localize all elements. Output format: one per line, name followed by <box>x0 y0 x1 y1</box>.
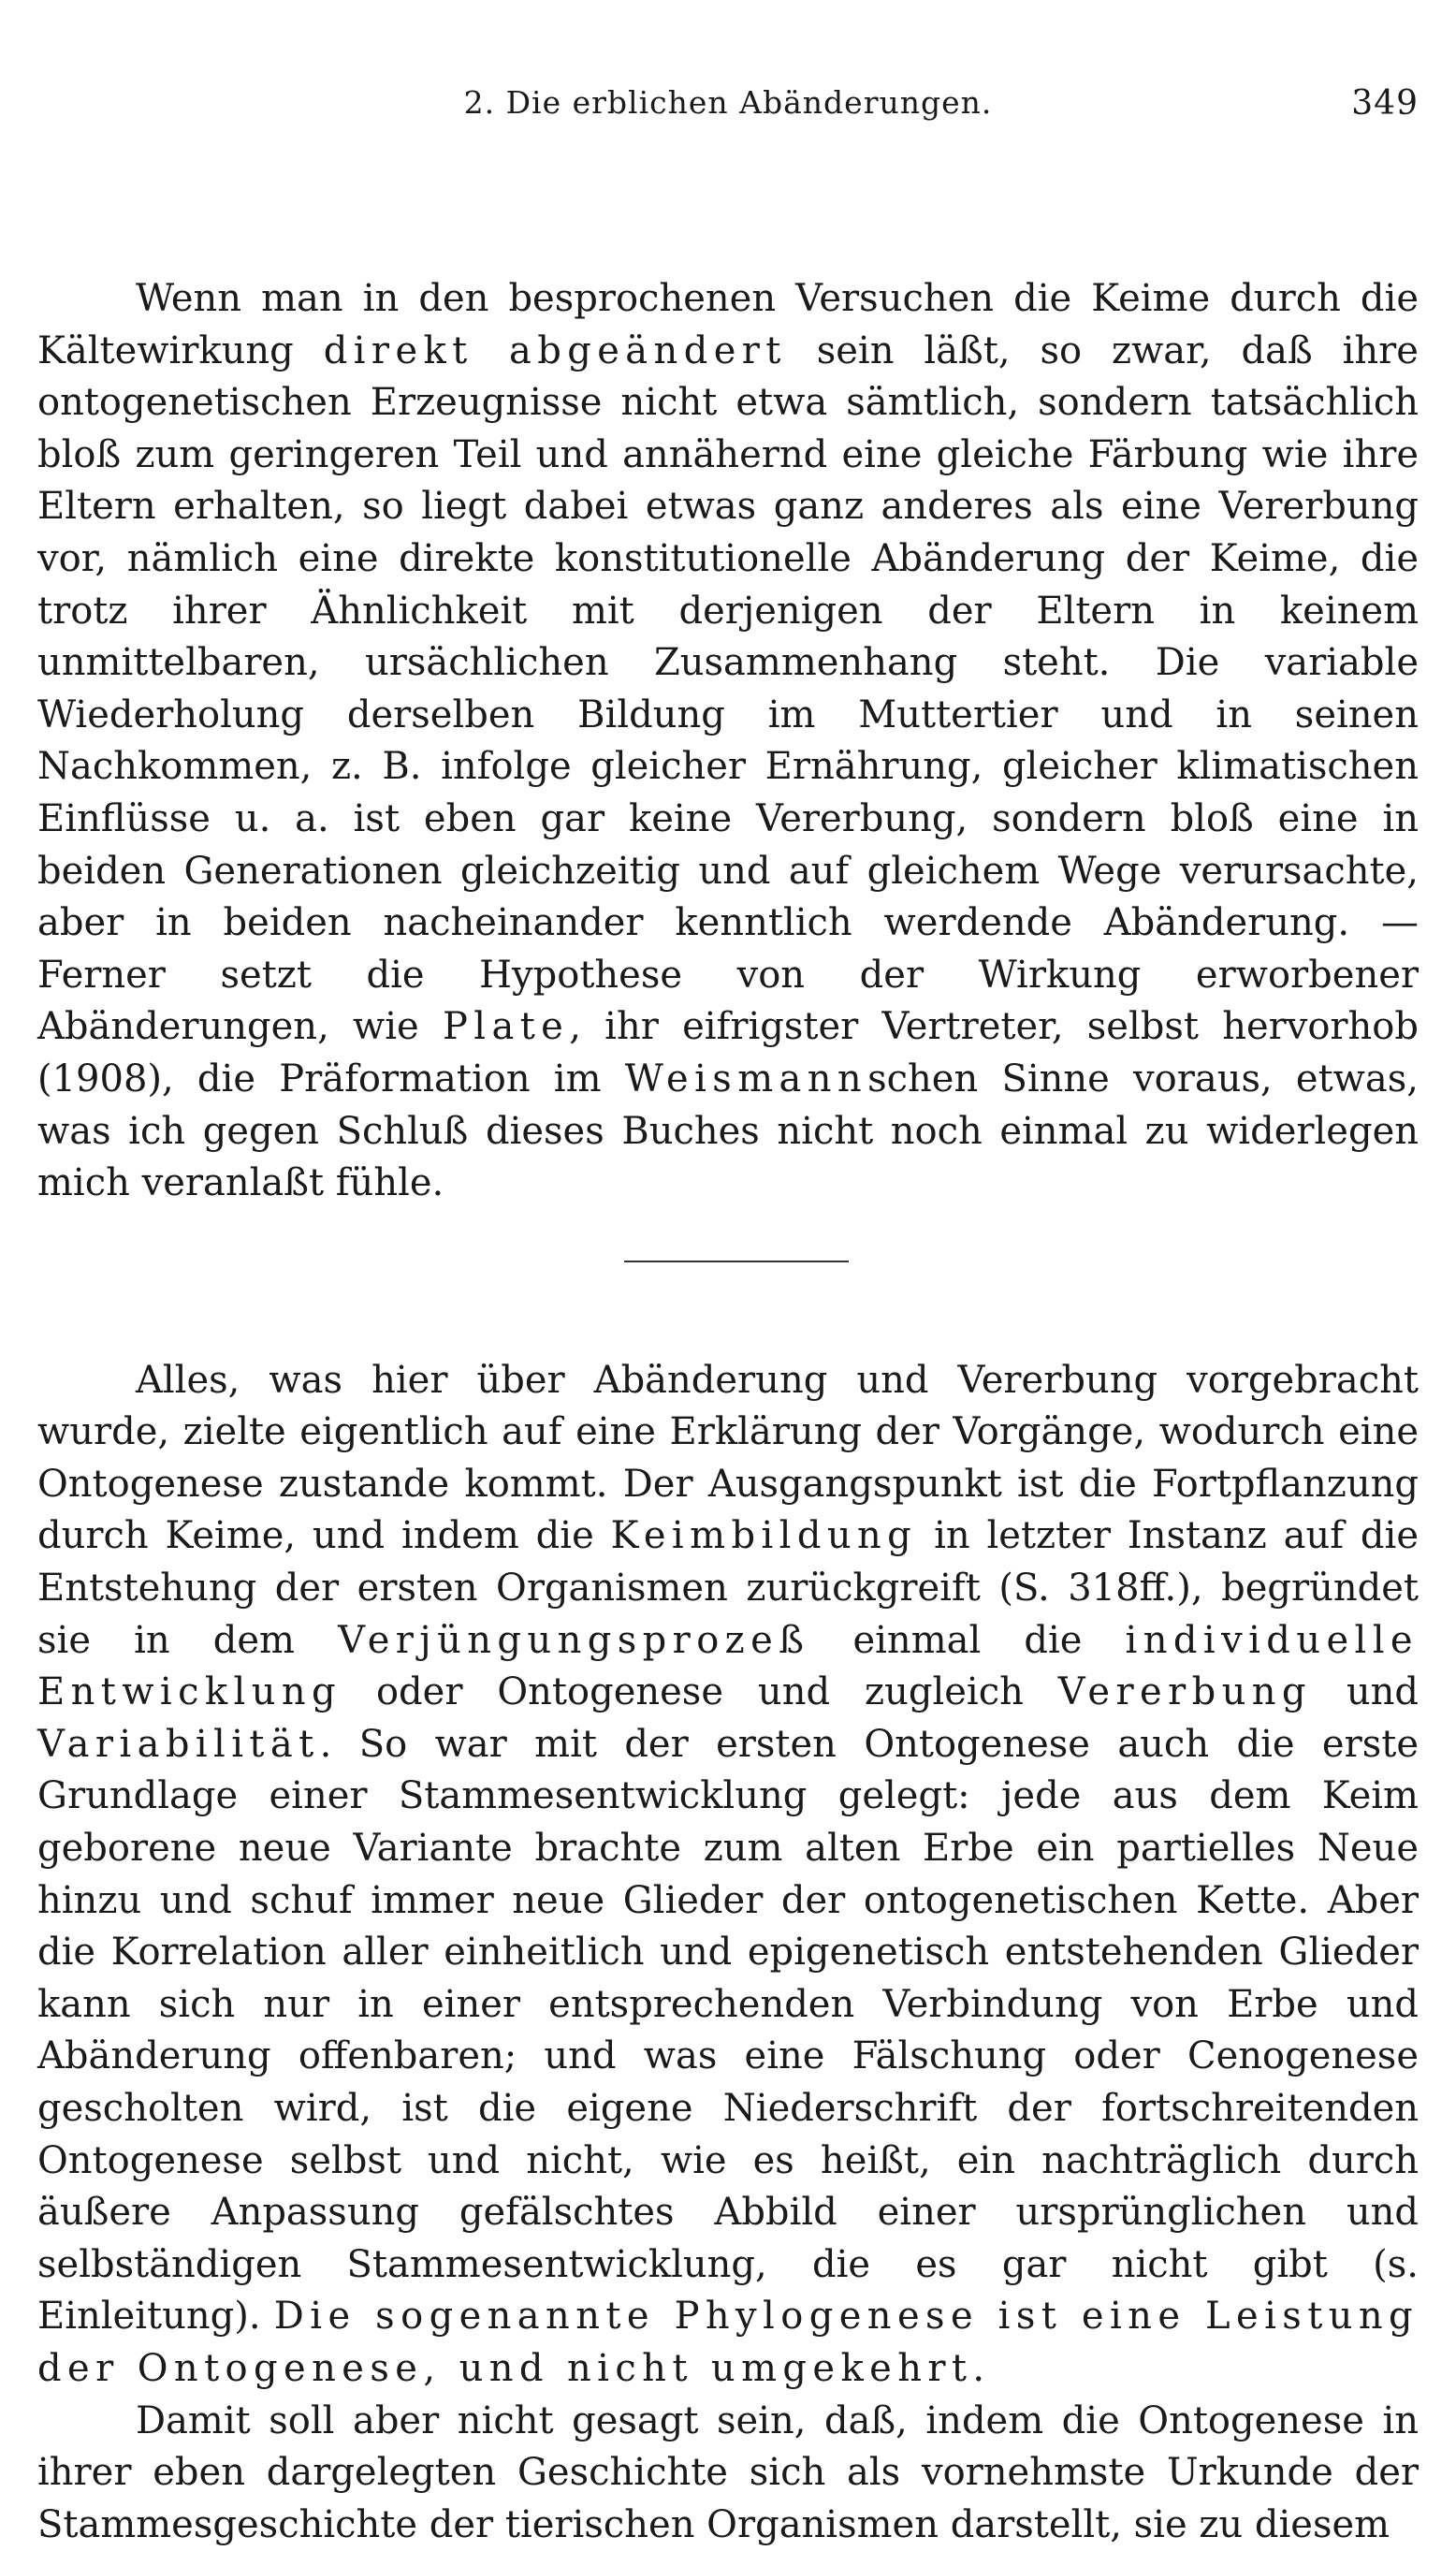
spaced-emphasis: Keimbildung <box>610 1514 918 1558</box>
spaced-name: Plate <box>442 1005 570 1049</box>
running-head <box>37 84 1419 140</box>
paragraph-2 <box>37 1355 1419 2396</box>
spaced-emphasis: individuelle Entwicklung <box>37 1618 1419 1714</box>
page <box>37 84 1419 2551</box>
running-title: 2. Die erblichen Abänderungen. <box>463 84 993 121</box>
paragraph-2-text: . So war mit der ersten Ontogenese auch die erste Grundlage einer Stammesentwicklung gelegt: jede aus dem Keim geborene neue Variante brachte zum alten Erbe ein partielles Neue hinzu und schuf immer neue Glieder der ontogenetischen Kette. Aber die Korrelation aller einheitlich und epigenetisch entstehenden Glieder kann sich nur in einer entsprechenden Verbindung von Erbe und Abänderung offenbaren; und was eine Fälschung oder Cenogenese gescholten wird, ist die eigene Niederschrift der fortschreitenden Ontogenese selbst und nicht, wie es heißt, ein nachträglich durch äußere Anpassung gefälschtes Abbild einer ursprünglichen und selbständigen Stammesentwicklung, die es gar nicht gibt (s. Einleitung). <box>37 1722 1419 2339</box>
paragraph-1-text: , ihr eifrigster Vertreter, selbst hervorhob (1908), die Präformation im <box>37 1005 1419 1101</box>
spaced-name: Weismann <box>624 1057 868 1101</box>
spaced-emphasis: Variabilität <box>37 1722 320 1766</box>
paragraph-2-text: und <box>1311 1670 1419 1714</box>
spaced-emphasis: Die sogenannte Phylogenese ist eine Leistung der Ontogenese, und nicht umgekehrt. <box>37 2295 1419 2390</box>
spaced-emphasis: Verjüngungsprozeß <box>338 1618 810 1662</box>
page-number: 349 <box>1351 84 1419 123</box>
paragraph-3-text: Damit soll aber nicht gesagt sein, daß, indem die Ontogenese in ihrer eben dargelegten Geschichte sich als vornehmste Urkunde der Stammesgeschichte der tierischen Organismen darstellt, sie zu diesem <box>37 2398 1419 2546</box>
spaced-emphasis: direkt abgeändert <box>323 328 787 372</box>
paragraph-1-text: sein läßt, so zwar, daß ihre ontogenetischen Erzeugnisse nicht etwa sämtlich, sondern tatsächlich bloß zum geringeren Teil und annähernd eine gleiche Färbung wie ihre Eltern erhalten, so liegt dabei etwas ganz anderes als eine Vererbung vor, nämlich eine direkte konstitutionelle Abänderung der Keime, die trotz ihrer Ähnlichkeit mit derjenigen der Eltern in keinem unmittelbaren, ursächlichen Zusammenhang steht. Die variable Wiederholung derselben Bildung im Muttertier und in seinen Nachkommen, z. B. infolge gleicher Ernährung, gleicher klimatischen Einflüsse u. a. ist eben gar keine Vererbung, sondern bloß eine in beiden Generationen gleichzeitig und auf gleichem Wege verursachte, aber in beiden nacheinander kenntlich werdende Abänderung. — Ferner setzt die Hypothese von der Wirkung erworbener Abänderungen, wie <box>37 328 1419 1049</box>
paragraph-2-text: in letzter Instanz auf die Entstehung der ersten Organismen zurückgreift (S. 318ff.), begründet sie in dem <box>37 1514 1419 1662</box>
section-divider-row <box>37 1210 1419 1355</box>
section-divider <box>624 1261 849 1262</box>
paragraph-2-text: oder Ontogenese und zugleich <box>342 1670 1058 1714</box>
paragraph-1-text: schen Sinne voraus, etwas, was ich gegen Schluß dieses Buches nicht noch einmal zu widerlegen mich veranlaßt fühle. <box>37 1057 1419 1205</box>
paragraph-2-text: einmal die <box>809 1618 1126 1662</box>
paragraph-3 <box>37 2396 1419 2551</box>
paragraph-1 <box>37 273 1419 1210</box>
paragraph-1-text: Wenn man in den besprochenen Versuchen die Keime durch die Kältewirkung <box>37 277 1419 372</box>
paragraph-2-text: Alles, was hier über Abänderung und Vererbung vorgebracht wurde, zielte eigentlich auf eine Erklärung der Vorgänge, wodurch eine Ontogenese zustande kommt. Der Ausgangspunkt ist die Fortpflanzung durch Keime, und indem die <box>37 1358 1419 1558</box>
spaced-emphasis: Vererbung <box>1057 1670 1312 1714</box>
